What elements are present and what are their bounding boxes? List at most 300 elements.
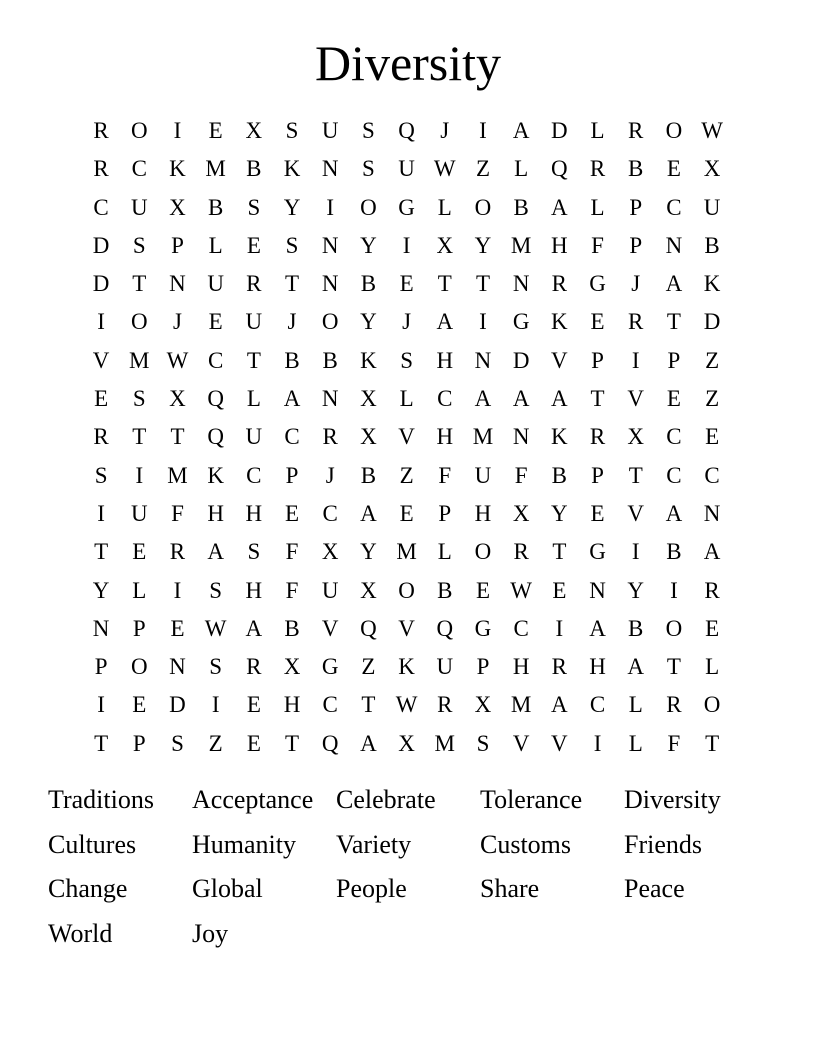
grid-row [82, 418, 732, 456]
grid-letter: H [207, 500, 224, 526]
grid-letter: Q [398, 118, 415, 143]
grid-letter: O [321, 309, 339, 335]
grid-letter: R [169, 539, 186, 565]
grid-letter: S [247, 539, 261, 565]
grid-letter: Q [321, 730, 339, 756]
grid-letter: T [628, 462, 643, 488]
grid-letter: X [245, 118, 263, 143]
word-list-item: Humanity [192, 829, 296, 859]
grid-letter: A [512, 118, 530, 143]
grid-letter: V [92, 347, 110, 373]
grid-letter: A [551, 386, 568, 412]
grid-letter: N [92, 615, 110, 641]
grid-letter: G [321, 654, 339, 680]
grid-letter: R [93, 424, 109, 450]
word-list-item: Share [480, 874, 540, 903]
grid-letter: I [670, 577, 678, 603]
grid-letter: E [246, 232, 261, 258]
grid-letter: A [245, 615, 263, 641]
word-search-grid [82, 112, 732, 763]
grid-row [82, 495, 732, 533]
grid-letter: E [552, 577, 567, 603]
grid-letter: L [246, 386, 261, 412]
grid-letter: L [437, 194, 452, 220]
grid-letter: W [433, 156, 456, 182]
grid-letter: A [665, 500, 683, 526]
grid-letter: I [97, 309, 105, 335]
grid-letter: Z [399, 462, 414, 488]
grid-letter: S [400, 347, 413, 373]
word-list-item: Variety [336, 829, 412, 859]
grid-letter: I [593, 730, 602, 756]
grid-letter: D [169, 692, 186, 718]
grid-letter: X [703, 156, 721, 182]
grid-letter: Y [474, 232, 492, 258]
grid-letter: Y [551, 500, 568, 526]
grid-letter: Y [627, 577, 645, 603]
grid-letter: C [207, 347, 224, 373]
grid-letter: N [321, 386, 339, 412]
grid-letter: D [92, 232, 110, 258]
grid-letter: S [132, 232, 146, 258]
grid-letter: A [360, 730, 377, 756]
grid-letter: Q [207, 424, 224, 450]
grid-letter: N [169, 271, 186, 297]
grid-letter: L [437, 539, 452, 565]
word-list-item: Cultures [48, 829, 137, 859]
grid-letter: X [360, 577, 377, 603]
grid-letter: I [326, 194, 335, 220]
grid-letter: E [285, 500, 300, 526]
grid-letter: A [703, 539, 721, 565]
grid-letter: O [130, 654, 148, 680]
grid-letter: T [552, 539, 567, 565]
grid-letter: O [130, 309, 148, 335]
grid-letter: K [169, 156, 186, 182]
grid-letter: P [132, 730, 146, 756]
grid-letter: U [130, 500, 148, 526]
grid-letter: B [437, 577, 453, 603]
grid-letter: C [131, 156, 147, 182]
grid-letter: K [703, 271, 721, 297]
grid-letter: N [665, 232, 683, 258]
grid-letter: S [476, 730, 490, 756]
grid-letter: B [246, 156, 262, 182]
grid-letter: A [360, 500, 377, 526]
grid-letter: C [666, 424, 682, 450]
grid-letter: S [209, 577, 223, 603]
grid-letter: R [322, 424, 338, 450]
grid-letter: A [665, 271, 683, 297]
grid-letter: O [665, 118, 683, 143]
grid-letter: E [399, 500, 414, 526]
grid-letter: X [360, 386, 377, 412]
grid-letter: G [589, 539, 606, 565]
grid-letter: H [474, 500, 492, 526]
grid-letter: X [436, 232, 454, 258]
grid-letter: G [398, 194, 415, 220]
grid-letter: H [589, 654, 606, 680]
grid-letter: F [285, 577, 299, 603]
grid-letter: C [704, 462, 720, 488]
grid-letter: T [246, 347, 261, 373]
grid-letter: C [246, 462, 262, 488]
grid-row [82, 610, 732, 648]
grid-row [82, 648, 732, 686]
grid-letter: P [171, 232, 184, 258]
grid-letter: V [627, 386, 645, 412]
grid-letter: Y [92, 577, 110, 603]
grid-letter: R [513, 539, 529, 565]
grid-letter: E [208, 309, 223, 335]
grid-letter: P [132, 615, 146, 641]
grid-letter: E [590, 309, 605, 335]
grid-letter: T [170, 424, 185, 450]
grid-letter: D [92, 271, 110, 297]
word-list-item: Tolerance [480, 785, 583, 814]
grid-letter: Q [436, 615, 454, 641]
grid-letter: B [628, 156, 644, 182]
page-title: Diversity [314, 35, 502, 91]
grid-letter: W [166, 347, 189, 373]
grid-letter: H [512, 654, 530, 680]
grid-letter: I [631, 539, 640, 565]
grid-letter: R [551, 654, 568, 680]
grid-letter: T [666, 654, 681, 680]
grid-letter: C [589, 692, 606, 718]
grid-letter: R [246, 654, 262, 680]
grid-letter: I [97, 692, 105, 718]
grid-letter: S [209, 654, 223, 680]
grid-row [82, 380, 732, 418]
grid-letter: T [94, 539, 109, 565]
grid-letter: R [551, 271, 568, 297]
grid-letter: F [667, 730, 681, 756]
grid-letter: P [591, 462, 604, 488]
grid-letter: R [589, 424, 606, 450]
grid-letter: M [167, 462, 188, 488]
grid-letter: F [285, 539, 299, 565]
grid-row [82, 227, 732, 265]
grid-letter: V [398, 424, 415, 450]
grid-letter: L [132, 577, 147, 603]
grid-letter: D [703, 309, 721, 335]
grid-letter: T [94, 730, 109, 756]
grid-letter: P [591, 347, 604, 373]
grid-letter: O [398, 577, 415, 603]
grid-row [82, 342, 732, 380]
grid-letter: N [589, 577, 606, 603]
grid-letter: Y [283, 194, 301, 220]
grid-letter: J [325, 462, 335, 488]
grid-letter: V [627, 500, 645, 526]
grid-letter: P [629, 232, 643, 258]
grid-letter: U [130, 194, 148, 220]
grid-letter: W [701, 118, 723, 143]
grid-letter: H [436, 424, 454, 450]
grid-letter: B [666, 539, 682, 565]
grid-letter: J [172, 309, 182, 335]
grid-letter: T [285, 730, 300, 756]
grid-letter: S [247, 194, 261, 220]
grid-letter: J [631, 271, 641, 297]
grid-letter: T [132, 271, 147, 297]
grid-letter: M [396, 539, 417, 565]
grid-letter: V [551, 347, 568, 373]
grid-letter: Z [705, 347, 720, 373]
grid-letter: L [590, 194, 605, 220]
grid-letter: B [704, 232, 720, 258]
grid-letter: Z [361, 654, 376, 680]
grid-row [82, 533, 732, 571]
grid-letter: E [705, 424, 720, 450]
grid-letter: F [514, 462, 528, 488]
grid-letter: G [512, 309, 530, 335]
grid-letter: F [171, 500, 184, 526]
grid-letter: E [246, 692, 261, 718]
grid-letter: H [551, 232, 568, 258]
grid-letter: Y [360, 309, 377, 335]
grid-letter: B [360, 271, 377, 297]
word-list-item: Peace [624, 874, 685, 903]
grid-letter: I [173, 577, 182, 603]
grid-letter: P [285, 462, 299, 488]
grid-letter: R [628, 309, 644, 335]
grid-letter: M [510, 692, 532, 718]
grid-letter: X [321, 539, 339, 565]
grid-letter: P [629, 194, 643, 220]
grid-letter: I [211, 692, 220, 718]
grid-letter: S [285, 118, 299, 143]
grid-letter: M [510, 232, 532, 258]
grid-letter: L [628, 730, 643, 756]
grid-row [82, 725, 732, 763]
grid-letter: C [93, 194, 109, 220]
grid-letter: X [283, 654, 301, 680]
grid-letter: E [666, 386, 681, 412]
word-list-item: Traditions [48, 785, 154, 814]
grid-letter: E [705, 615, 720, 641]
grid-letter: B [284, 615, 300, 641]
grid-letter: V [398, 615, 415, 641]
grid-letter: I [555, 615, 564, 641]
grid-letter: L [208, 232, 223, 258]
grid-letter: S [362, 118, 375, 143]
grid-letter: E [399, 271, 414, 297]
grid-letter: O [703, 692, 721, 718]
grid-letter: T [666, 309, 681, 335]
grid-letter: X [512, 500, 530, 526]
grid-letter: I [135, 462, 144, 488]
grid-letter: V [551, 730, 568, 756]
grid-letter: I [97, 500, 105, 526]
grid-letter: L [399, 386, 414, 412]
grid-letter: M [129, 347, 150, 373]
grid-letter: K [398, 654, 415, 680]
grid-letter: N [321, 232, 339, 258]
grid-letter: M [434, 730, 455, 756]
grid-letter: C [666, 194, 682, 220]
grid-letter: Q [360, 615, 377, 641]
grid-letter: A [474, 386, 492, 412]
grid-letter: O [474, 194, 492, 220]
grid-letter: O [360, 194, 377, 220]
word-list-item: Change [48, 874, 128, 903]
grid-letter: K [551, 424, 568, 450]
grid-row [82, 572, 732, 610]
grid-letter: K [283, 156, 301, 182]
grid-letter: H [245, 577, 263, 603]
grid-row [82, 112, 732, 150]
grid-letter: C [284, 424, 300, 450]
grid-letter: C [322, 500, 338, 526]
grid-letter: U [245, 424, 263, 450]
word-list-item: Diversity [624, 785, 721, 814]
grid-row [82, 686, 732, 724]
grid-letter: B [322, 347, 338, 373]
grid-letter: P [667, 347, 681, 373]
grid-letter: U [207, 271, 224, 297]
grid-letter: X [169, 386, 186, 412]
grid-row [82, 150, 732, 188]
grid-letter: I [479, 118, 487, 143]
word-list-item: Joy [192, 918, 229, 948]
grid-letter: Y [360, 232, 377, 258]
grid-letter: G [474, 615, 492, 641]
grid-letter: C [513, 615, 529, 641]
grid-letter: H [283, 692, 301, 718]
grid-letter: U [321, 118, 339, 143]
grid-letter: H [245, 500, 263, 526]
grid-letter: N [512, 271, 530, 297]
grid-letter: N [169, 654, 186, 680]
grid-letter: C [437, 386, 453, 412]
grid-letter: S [132, 386, 146, 412]
word-list-item: Celebrate [336, 785, 436, 814]
word-list-item: Customs [480, 829, 572, 859]
grid-letter: Y [360, 539, 377, 565]
grid-letter: E [94, 386, 109, 412]
grid-letter: E [590, 500, 605, 526]
grid-letter: A [436, 309, 454, 335]
grid-letter: H [436, 347, 454, 373]
grid-letter: O [474, 539, 492, 565]
grid-letter: N [321, 156, 339, 182]
grid-letter: P [476, 654, 490, 680]
grid-letter: I [173, 118, 182, 143]
grid-letter: U [398, 156, 415, 182]
grid-row [82, 303, 732, 341]
grid-letter: A [207, 539, 224, 565]
grid-letter: W [510, 577, 533, 603]
word-list [48, 778, 768, 956]
grid-letter: P [94, 654, 108, 680]
grid-letter: N [321, 271, 339, 297]
grid-letter: E [246, 730, 261, 756]
grid-letter: J [287, 309, 297, 335]
grid-letter: R [437, 692, 453, 718]
grid-letter: C [666, 462, 682, 488]
grid-letter: R [93, 156, 109, 182]
grid-letter: K [551, 309, 568, 335]
grid-letter: X [474, 692, 492, 718]
grid-letter: A [551, 692, 568, 718]
grid-letter: W [395, 692, 418, 718]
grid-letter: I [402, 232, 411, 258]
grid-letter: U [474, 462, 492, 488]
grid-letter: T [590, 386, 605, 412]
grid-letter: S [362, 156, 375, 182]
grid-row [82, 265, 732, 303]
grid-letter: A [589, 615, 606, 641]
grid-letter: F [438, 462, 452, 488]
grid-letter: A [551, 194, 568, 220]
grid-row [82, 189, 732, 227]
grid-letter: G [589, 271, 606, 297]
grid-letter: C [322, 692, 338, 718]
grid-letter: E [132, 539, 147, 565]
grid-letter: Z [208, 730, 223, 756]
grid-letter: E [475, 577, 490, 603]
grid-letter: I [479, 309, 487, 335]
grid-letter: U [436, 654, 454, 680]
grid-letter: N [474, 347, 492, 373]
grid-letter: E [170, 615, 185, 641]
grid-letter: M [472, 424, 494, 450]
grid-letter: E [132, 692, 147, 718]
grid-letter: N [512, 424, 530, 450]
word-list-item: Acceptance [192, 785, 314, 814]
grid-letter: J [402, 309, 412, 335]
grid-letter: Q [207, 386, 224, 412]
grid-letter: E [208, 118, 223, 143]
grid-letter: R [93, 118, 109, 143]
grid-letter: O [665, 615, 683, 641]
grid-letter: T [475, 271, 490, 297]
grid-letter: K [360, 347, 377, 373]
grid-letter: Q [551, 156, 568, 182]
grid-letter: V [321, 615, 339, 641]
grid-letter: M [205, 156, 226, 182]
grid-letter: F [591, 232, 604, 258]
grid-letter: R [704, 577, 720, 603]
grid-letter: A [512, 386, 530, 412]
grid-letter: J [440, 118, 450, 143]
grid-letter: L [628, 692, 643, 718]
grid-letter: W [204, 615, 227, 641]
word-list-item: World [48, 918, 113, 948]
grid-letter: O [130, 118, 148, 143]
grid-letter: K [207, 462, 224, 488]
grid-letter: T [285, 271, 300, 297]
grid-letter: B [551, 462, 568, 488]
grid-letter: Z [705, 386, 720, 412]
grid-letter: S [94, 462, 108, 488]
grid-letter: E [666, 156, 681, 182]
grid-letter: N [703, 500, 721, 526]
grid-letter: B [207, 194, 224, 220]
grid-letter: R [628, 118, 644, 143]
grid-letter: X [169, 194, 186, 220]
grid-letter: X [398, 730, 415, 756]
grid-letter: D [551, 118, 568, 143]
word-list-item: Global [192, 874, 263, 903]
grid-letter: Z [475, 156, 490, 182]
grid-letter: D [512, 347, 530, 373]
grid-letter: A [627, 654, 645, 680]
grid-letter: T [705, 730, 720, 756]
grid-letter: U [703, 194, 721, 220]
